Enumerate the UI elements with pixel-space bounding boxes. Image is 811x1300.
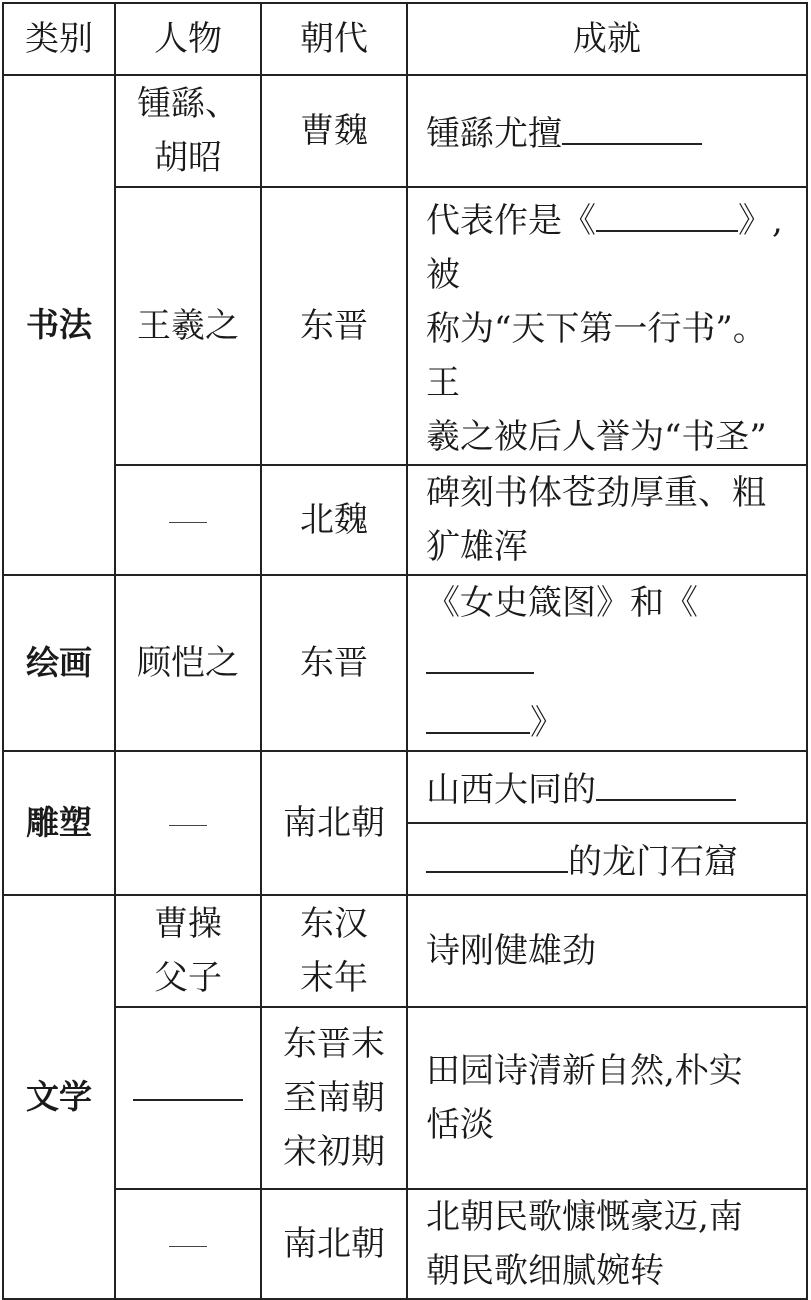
- dynasty-cell: 东晋: [261, 575, 407, 751]
- table-header-row: [3, 3, 807, 75]
- fill-blank: [562, 101, 702, 145]
- achievement-text: 《女史箴图》和《: [426, 583, 698, 623]
- fill-blank: [426, 829, 568, 873]
- person-cell-empty: [115, 465, 261, 575]
- dynasty-cell: 曹魏: [261, 75, 407, 187]
- table-row: [3, 75, 807, 187]
- header-achievement: 成就: [407, 3, 807, 75]
- table-row: [3, 1007, 807, 1189]
- dynasty-cell: [261, 1007, 407, 1189]
- achievement-line: 朝民歌细腻婉转: [426, 1251, 664, 1291]
- table-row: [3, 465, 807, 575]
- fill-blank: [596, 757, 736, 801]
- person-cell-blank: [115, 1007, 261, 1189]
- dash-mark: [169, 522, 207, 523]
- person-cell: 顾恺之: [115, 575, 261, 751]
- header-person: 人物: [115, 3, 261, 75]
- dynasty-cell: 北魏: [261, 465, 407, 575]
- dynasty-line: 东晋末: [283, 1024, 385, 1064]
- achievement-line: 恬淡: [426, 1105, 494, 1145]
- dynasty-line: 末年: [300, 958, 368, 998]
- header-category: 类别: [3, 3, 115, 75]
- person-line: 胡昭: [154, 138, 222, 178]
- person-cell-empty: [115, 1189, 261, 1299]
- dash-mark: [169, 1246, 207, 1247]
- achievement-cell: [407, 187, 807, 465]
- header-dynasty: 朝代: [261, 3, 407, 75]
- dynasty-cell: [261, 895, 407, 1007]
- achievement-line: 羲之被后人誉为“书圣”: [426, 417, 767, 457]
- achievement-line: [426, 188, 800, 302]
- fill-blank: [426, 630, 534, 674]
- table-row: [3, 895, 807, 1007]
- category-sculpture: 雕塑: [3, 751, 115, 895]
- achievement-cell: [407, 75, 807, 187]
- person-cell: 王羲之: [115, 187, 261, 465]
- person-line: 锺繇、: [137, 84, 239, 124]
- category-literature: 文学: [3, 895, 115, 1299]
- achievement-text: 》,被: [426, 201, 783, 295]
- person-line: 曹操: [154, 904, 222, 944]
- dash-mark: [169, 825, 207, 826]
- dynasty-cell: 南北朝: [261, 1189, 407, 1299]
- achievement-line: 北朝民歌慷慨豪迈,南: [426, 1197, 743, 1237]
- achievement-text: 代表作是《: [426, 201, 596, 241]
- achievement-line: 碑刻书体苍劲厚重、粗: [426, 473, 766, 513]
- fill-blank: [596, 188, 738, 232]
- table-row: [3, 1189, 807, 1299]
- achievement-line: 犷雄浑: [426, 527, 528, 567]
- achievement-cell: 诗刚健雄劲: [407, 895, 807, 1007]
- dynasty-cell: 东晋: [261, 187, 407, 465]
- person-cell-empty: [115, 751, 261, 895]
- achievement-cell: [407, 823, 807, 895]
- person-cell: [115, 895, 261, 1007]
- person-cell: [115, 75, 261, 187]
- history-culture-table: [2, 2, 808, 1300]
- achievement-cell: [407, 1189, 807, 1299]
- dynasty-line: 东汉: [300, 904, 368, 944]
- achievement-text: 山西大同的: [426, 770, 596, 810]
- category-calligraphy: 书法: [3, 75, 115, 575]
- achievement-text: 的龙门石窟: [568, 842, 738, 882]
- achievement-cell: [407, 1007, 807, 1189]
- fill-blank: [426, 690, 530, 734]
- fill-blank: [133, 1099, 243, 1101]
- dynasty-cell: 南北朝: [261, 751, 407, 895]
- achievement-line: 称为“天下第一行书”。王: [426, 309, 767, 403]
- category-painting: 绘画: [3, 575, 115, 751]
- achievement-line: [426, 690, 800, 750]
- dynasty-line: 至南朝: [283, 1078, 385, 1118]
- achievement-line: [426, 576, 800, 690]
- table-row: [3, 751, 807, 823]
- achievement-text: 锺繇尤擅: [426, 114, 562, 154]
- person-line: 父子: [154, 958, 222, 998]
- achievement-cell: [407, 575, 807, 751]
- table-row: [3, 187, 807, 465]
- achievement-cell: [407, 751, 807, 823]
- dynasty-line: 宋初期: [283, 1132, 385, 1172]
- achievement-cell: [407, 465, 807, 575]
- achievement-text: 》: [530, 703, 564, 743]
- achievement-line: 田园诗清新自然,朴实: [426, 1051, 743, 1091]
- table-row: [3, 575, 807, 751]
